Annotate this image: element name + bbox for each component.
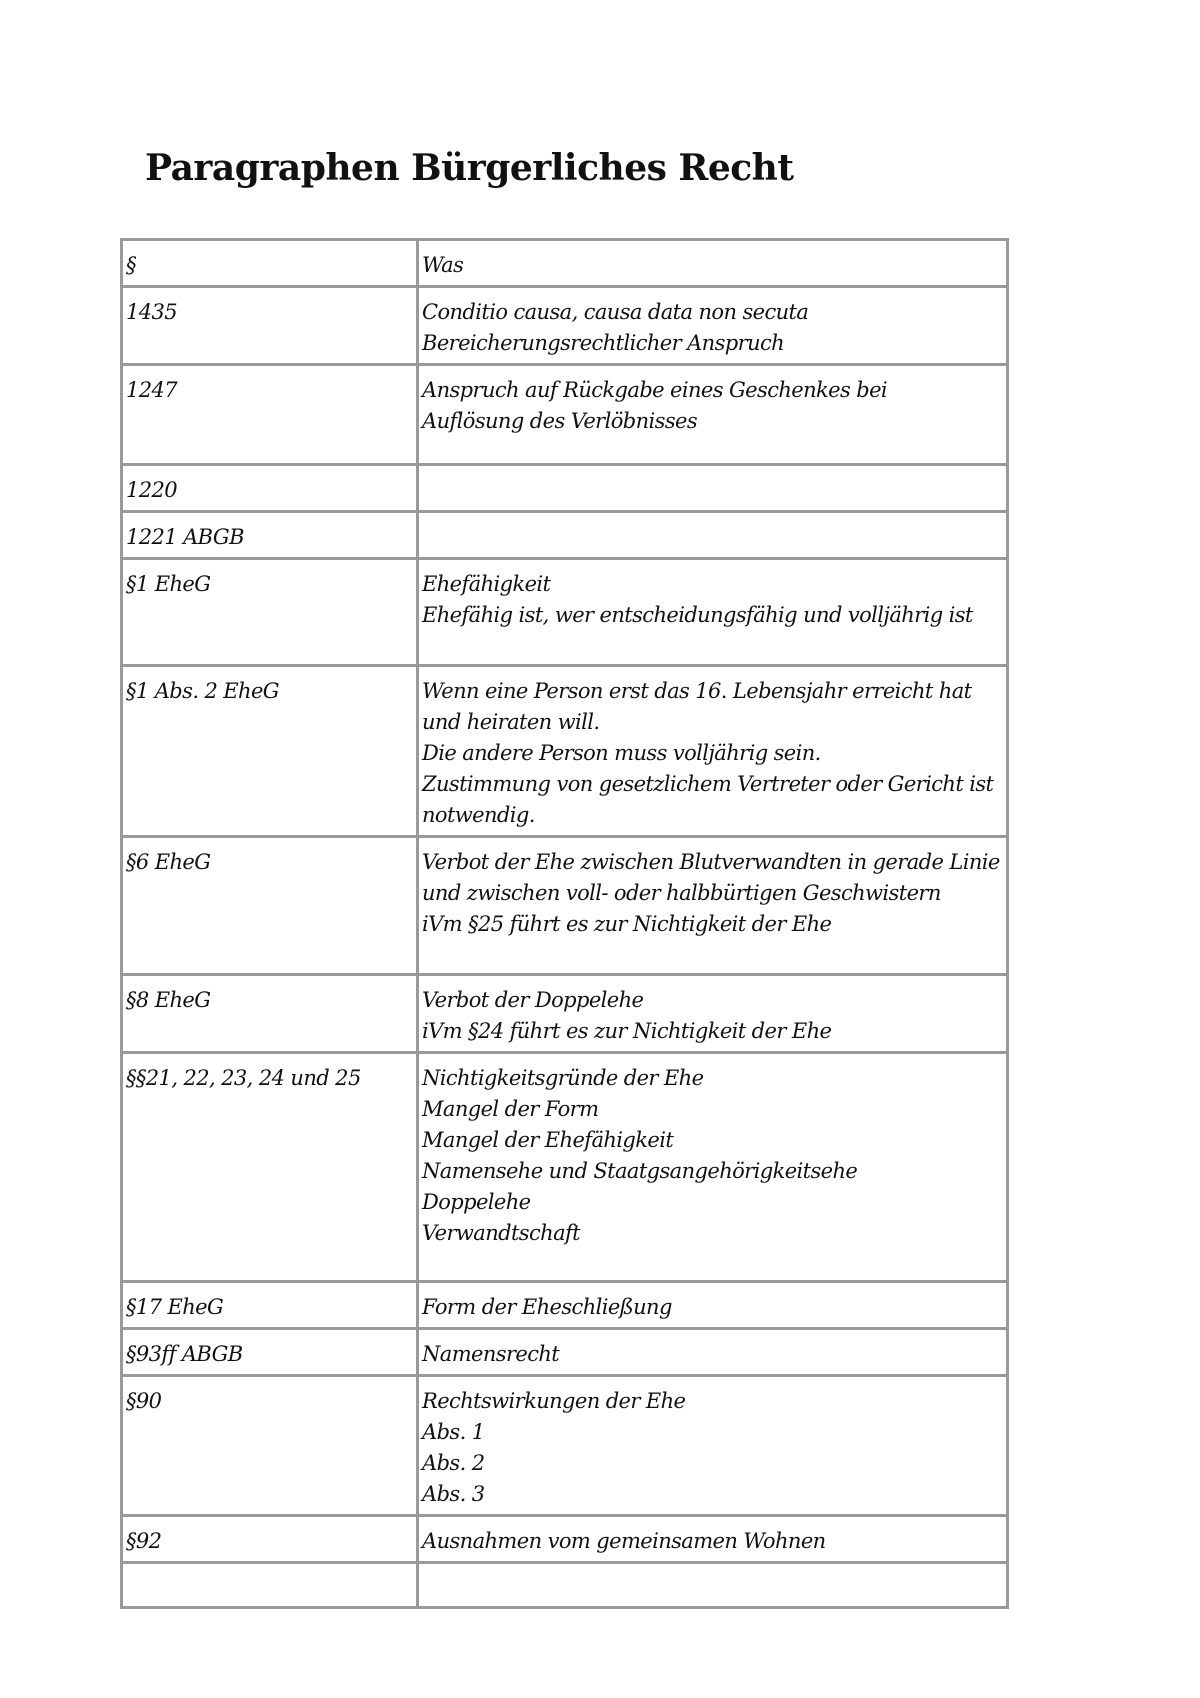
description-line: Conditio causa, causa data non secuta <box>422 300 809 324</box>
description-line: Ehefähig ist, wer entscheidungsfähig und volljährig ist <box>422 603 973 627</box>
table-row <box>122 1329 1008 1376</box>
paragraph-cell: 1221 ABGB <box>122 512 418 559</box>
paragraph-cell: §§21, 22, 23, 24 und 25 <box>122 1053 418 1282</box>
table-row <box>122 837 1008 975</box>
description-line: Form der Eheschließung <box>422 1295 672 1319</box>
table-row <box>122 1376 1008 1516</box>
paragraph-cell: 1247 <box>122 365 418 465</box>
description-cell <box>418 666 1008 837</box>
paragraph-table <box>120 238 1009 1609</box>
description-cell <box>418 1376 1008 1516</box>
paragraph-cell: §6 EheG <box>122 837 418 975</box>
table-row <box>122 1516 1008 1563</box>
paragraph-cell: §1 Abs. 2 EheG <box>122 666 418 837</box>
description-line: Verbot der Doppelehe <box>422 988 644 1012</box>
description-line: Zustimmung von gesetzlichem Vertreter oder Gericht ist notwendig. <box>422 772 994 827</box>
description-line: Anspruch auf Rückgabe eines Geschenkes bei <box>422 378 888 402</box>
table-row <box>122 512 1008 559</box>
table-row <box>122 1563 1008 1608</box>
description-line: Mangel der Ehefähigkeit <box>422 1128 674 1152</box>
description-cell <box>418 837 1008 975</box>
description-line: Bereicherungsrechtlicher Anspruch <box>422 331 785 355</box>
description-cell <box>418 365 1008 465</box>
table-row <box>122 365 1008 465</box>
description-line: Rechtswirkungen der Ehe <box>422 1389 686 1413</box>
description-line: Verbot der Ehe zwischen Blutverwandten in gerade Linie und zwischen voll- oder halbbürtigen Geschwistern <box>422 850 1000 905</box>
description-cell <box>418 1053 1008 1282</box>
table-row <box>122 1053 1008 1282</box>
description-line: Abs. 2 <box>422 1451 485 1475</box>
description-cell <box>418 559 1008 666</box>
description-cell <box>418 975 1008 1053</box>
description-cell <box>418 1282 1008 1329</box>
table-row <box>122 975 1008 1053</box>
description-line: Verwandtschaft <box>422 1221 581 1245</box>
description-line: Abs. 1 <box>422 1420 485 1444</box>
paragraph-cell <box>122 1563 418 1608</box>
table-row <box>122 1282 1008 1329</box>
header-cell-paragraph: § <box>122 240 418 287</box>
description-line: Mangel der Form <box>422 1097 599 1121</box>
description-line: iVm §25 führt es zur Nichtigkeit der Ehe <box>422 912 832 936</box>
description-line: Namensrecht <box>422 1342 560 1366</box>
description-line: iVm §24 führt es zur Nichtigkeit der Ehe <box>422 1019 832 1043</box>
description-cell <box>418 1563 1008 1608</box>
table-row <box>122 465 1008 512</box>
paragraph-cell: §90 <box>122 1376 418 1516</box>
description-cell <box>418 287 1008 365</box>
paragraph-cell: §92 <box>122 1516 418 1563</box>
table-row <box>122 559 1008 666</box>
description-line: Ausnahmen vom gemeinsamen Wohnen <box>422 1529 826 1553</box>
description-line: Wenn eine Person erst das 16. Lebensjahr erreicht hat und heiraten will. <box>422 679 972 734</box>
paragraph-cell: 1220 <box>122 465 418 512</box>
page-title: Paragraphen Bürgerliches Recht <box>145 147 794 189</box>
description-line: Auflösung des Verlöbnisses <box>422 409 697 433</box>
paragraph-cell: §1 EheG <box>122 559 418 666</box>
paragraph-cell: 1435 <box>122 287 418 365</box>
table-header-row <box>122 240 1008 287</box>
paragraph-cell: §17 EheG <box>122 1282 418 1329</box>
description-line: Ehefähigkeit <box>422 572 551 596</box>
table-row <box>122 287 1008 365</box>
header-cell-description: Was <box>418 240 1008 287</box>
description-cell <box>418 1516 1008 1563</box>
description-line: Namensehe und Staatgsangehörigkeitsehe <box>422 1159 858 1183</box>
description-cell <box>418 1329 1008 1376</box>
description-cell <box>418 465 1008 512</box>
description-cell <box>418 512 1008 559</box>
description-line: Doppelehe <box>422 1190 531 1214</box>
paragraph-cell: §93ff ABGB <box>122 1329 418 1376</box>
table-row <box>122 666 1008 837</box>
description-line: Nichtigkeitsgründe der Ehe <box>422 1066 704 1090</box>
paragraph-cell: §8 EheG <box>122 975 418 1053</box>
description-line: Abs. 3 <box>422 1482 485 1506</box>
description-line: Die andere Person muss volljährig sein. <box>422 741 821 765</box>
